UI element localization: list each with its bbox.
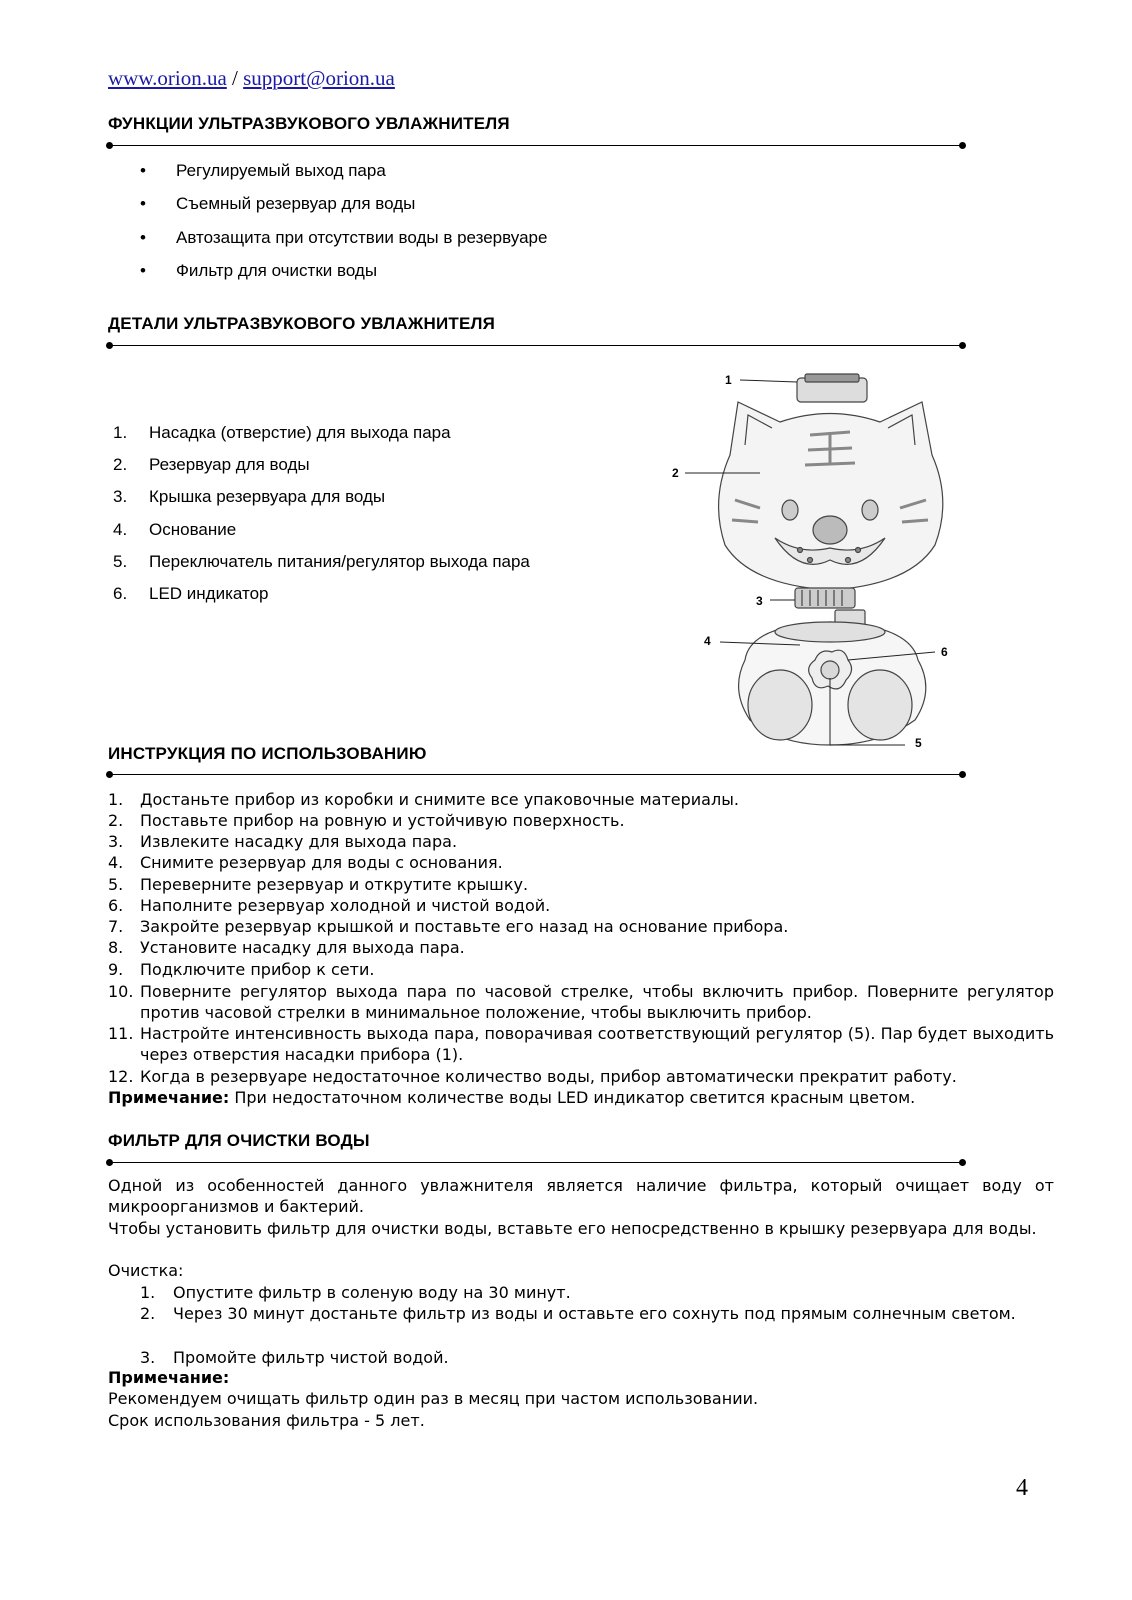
instruction-item: 4. Снимите резервуар для воды с основания. bbox=[108, 853, 503, 872]
label-6: 6 bbox=[941, 645, 948, 659]
cleaning-label: Очистка: bbox=[108, 1261, 184, 1280]
label-3: 3 bbox=[756, 594, 763, 608]
instruction-item: 9. Подключите прибор к сети. bbox=[108, 960, 375, 979]
instruction-item: 8. Установите насадку для выхода пара. bbox=[108, 938, 465, 957]
section-divider bbox=[108, 145, 964, 146]
section-divider bbox=[108, 774, 964, 775]
instructions-note: Примечание: При недостаточном количестве воды LED индикатор светится красным цветом. bbox=[108, 1088, 916, 1107]
label-1: 1 bbox=[725, 373, 732, 387]
instruction-item: 2. Поставьте прибор на ровную и устойчивую поверхность. bbox=[108, 811, 625, 830]
label-5: 5 bbox=[915, 736, 922, 750]
cleaning-step: 2. Через 30 минут достаньте фильтр из воды и оставьте его сохнуть под прямым солнечным светом. bbox=[140, 1304, 1016, 1323]
instruction-item: 10. Поверните регулятор выхода пара по часовой стрелке, чтобы включить прибор. Поверните регулятор против часовой стрелки в минимальное положение, чтобы выключить прибор. bbox=[108, 982, 1054, 1022]
details-title: ДЕТАЛИ УЛЬТРАЗВУКОВОГО УВЛАЖНИТЕЛЯ bbox=[108, 314, 496, 333]
humidifier-diagram bbox=[660, 360, 960, 760]
filter-note-line-2: Срок использования фильтра - 5 лет. bbox=[108, 1411, 425, 1430]
email-link[interactable]: support@orion.ua bbox=[243, 66, 395, 90]
website-link[interactable]: www.orion.ua bbox=[108, 66, 227, 90]
bullet-icon: • bbox=[140, 261, 146, 280]
instruction-item: 3. Извлеките насадку для выхода пара. bbox=[108, 832, 458, 851]
cleaning-step: 3. Промойте фильтр чистой водой. bbox=[140, 1348, 449, 1367]
base-part bbox=[739, 610, 926, 745]
instruction-item: 1. Достаньте прибор из коробки и снимите все упаковочные материалы. bbox=[108, 790, 739, 809]
instruction-item: 12. Когда в резервуаре недостаточное количество воды, прибор автоматически прекратит работу. bbox=[108, 1067, 957, 1086]
instruction-item: 11. Настройте интенсивность выхода пара, поворачивая соответствующий регулятор (5). Пар будет выходить через отверстия насадки прибора (1). bbox=[108, 1024, 1054, 1064]
cleaning-step: 1. Опустите фильтр в соленую воду на 30 минут. bbox=[140, 1283, 571, 1302]
instruction-item: 5. Переверните резервуар и открутите крышку. bbox=[108, 875, 529, 894]
instruction-item: 7. Закройте резервуар крышкой и поставьте его назад на основание прибора. bbox=[108, 917, 789, 936]
tank-cap bbox=[795, 588, 855, 608]
filter-note-label: Примечание: bbox=[108, 1368, 230, 1387]
page-number: 4 bbox=[1016, 1475, 1028, 1501]
label-2: 2 bbox=[672, 466, 679, 480]
bullet-icon: • bbox=[140, 161, 146, 180]
bullet-icon: • bbox=[140, 228, 146, 247]
header-separator: / bbox=[226, 66, 244, 90]
filter-title: ФИЛЬТР ДЛЯ ОЧИСТКИ ВОДЫ bbox=[108, 1131, 370, 1150]
functions-title: ФУНКЦИИ УЛЬТРАЗВУКОВОГО УВЛАЖНИТЕЛЯ bbox=[108, 114, 510, 133]
instructions-title: ИНСТРУКЦИЯ ПО ИСПОЛЬЗОВАНИЮ bbox=[108, 744, 427, 763]
instruction-item: 6. Наполните резервуар холодной и чистой водой. bbox=[108, 896, 551, 915]
filter-paragraph-1: Одной из особенностей данного увлажнителя является наличие фильтра, который очищает воду от микроорганизмов и бактерий. bbox=[108, 1176, 1054, 1216]
bullet-icon: • bbox=[140, 194, 146, 213]
section-divider bbox=[108, 345, 964, 346]
filter-note-line-1: Рекомендуем очищать фильтр один раз в месяц при частом использовании. bbox=[108, 1389, 759, 1408]
label-4: 4 bbox=[704, 634, 711, 648]
tank-cat-head bbox=[719, 402, 943, 590]
filter-paragraph-2: Чтобы установить фильтр для очистки воды, вставьте его непосредственно в крышку резервуара для воды. bbox=[108, 1219, 1037, 1238]
section-divider bbox=[108, 1162, 964, 1163]
header-links bbox=[108, 66, 395, 91]
nozzle-part bbox=[797, 374, 867, 402]
